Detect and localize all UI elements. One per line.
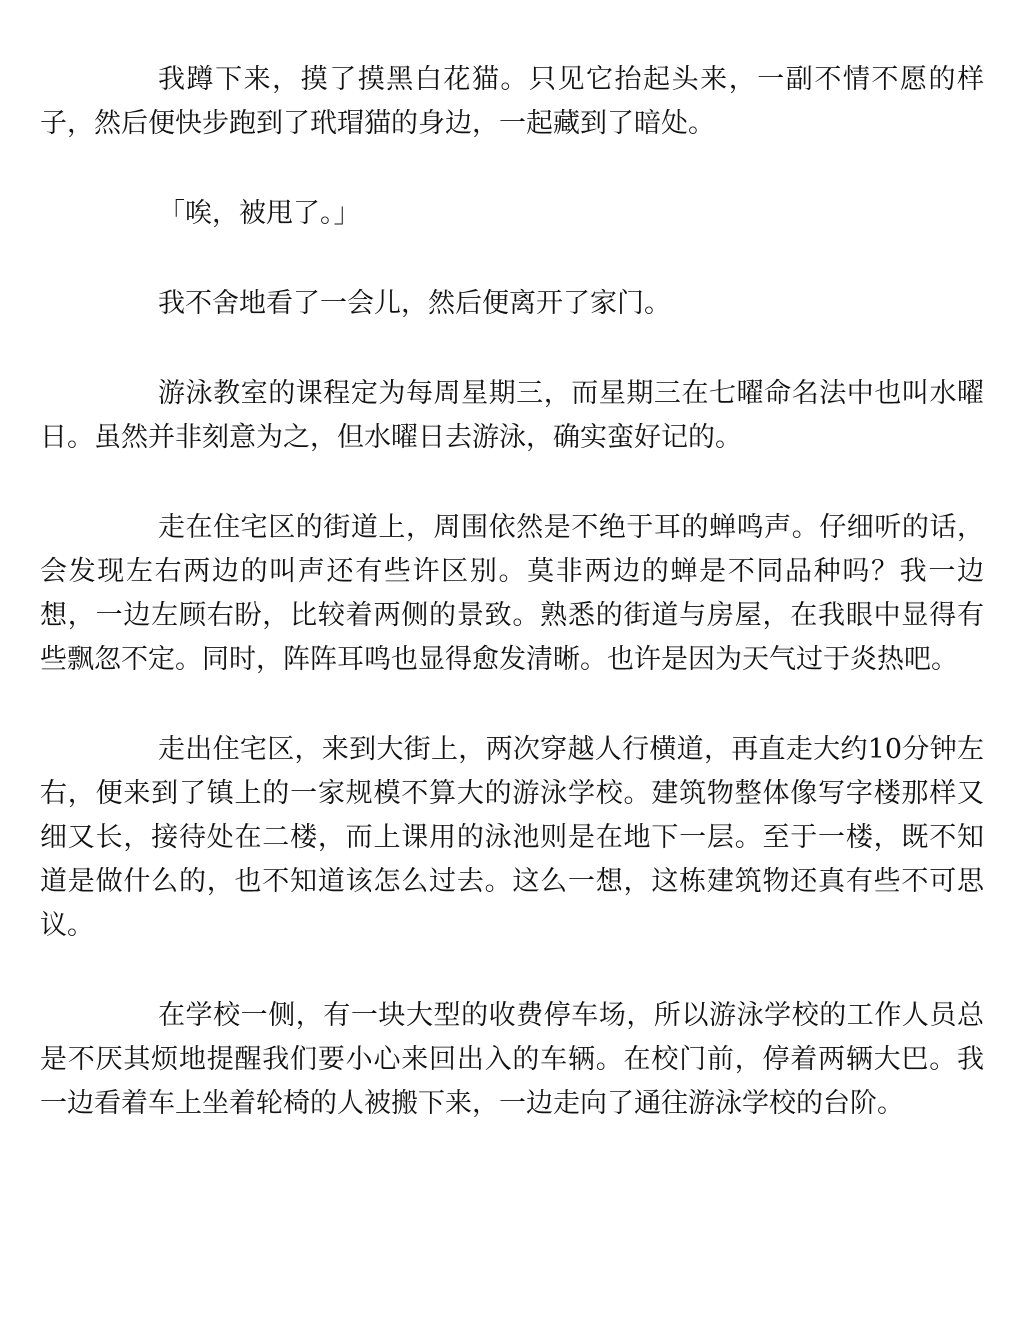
paragraph-7: 在学校一侧，有一块大型的收费停车场，所以游泳学校的工作人员总是不厌其烦地提醒我们要小心来回出入的车辆。在校门前，停着两辆大巴。我一边看着车上坐着轮椅的人被搬下来，一边走向了通往游泳学校的台阶。 (40, 1000, 984, 1119)
paragraph-4: 游泳教室的课程定为每周星期三，而星期三在七曜命名法中也叫水曜日。虽然并非刻意为之，但水曜日去游泳，确实蛮好记的。 (40, 378, 984, 453)
paragraph-5: 走在住宅区的街道上，周围依然是不绝于耳的蝉鸣声。仔细听的话，会发现左右两边的叫声还有些许区别。莫非两边的蝉是不同品种吗？我一边想，一边左顾右盼，比较着两侧的景致。熟悉的街道与房屋，在我眼中显得有些飘忽不定。同时，阵阵耳鸣也显得愈发清晰。也许是因为天气过于炎热吧。 (40, 512, 984, 675)
dialogue-line: 「唉，被甩了。」 (158, 198, 361, 229)
document-page (40, 58, 984, 1172)
paragraph-6: 走出住宅区，来到大街上，两次穿越人行横道，再直走大约10分钟左右，便来到了镇上的一家规模不算大的游泳学校。建筑物整体像写字楼那样又细又长，接待处在二楼，而上课用的泳池则是在地下一层。至于一楼，既不知道是做什么的，也不知道该怎么过去。这么一想，这栋建筑物还真有些不可思议。 (40, 734, 984, 941)
paragraph-1: 我蹲下来，摸了摸黑白花猫。只见它抬起头来，一副不情不愿的样子，然后便快步跑到了玳瑁猫的身边，一起藏到了暗处。 (40, 64, 984, 139)
paragraph-3: 我不舍地看了一会儿，然后便离开了家门。 (158, 288, 671, 319)
